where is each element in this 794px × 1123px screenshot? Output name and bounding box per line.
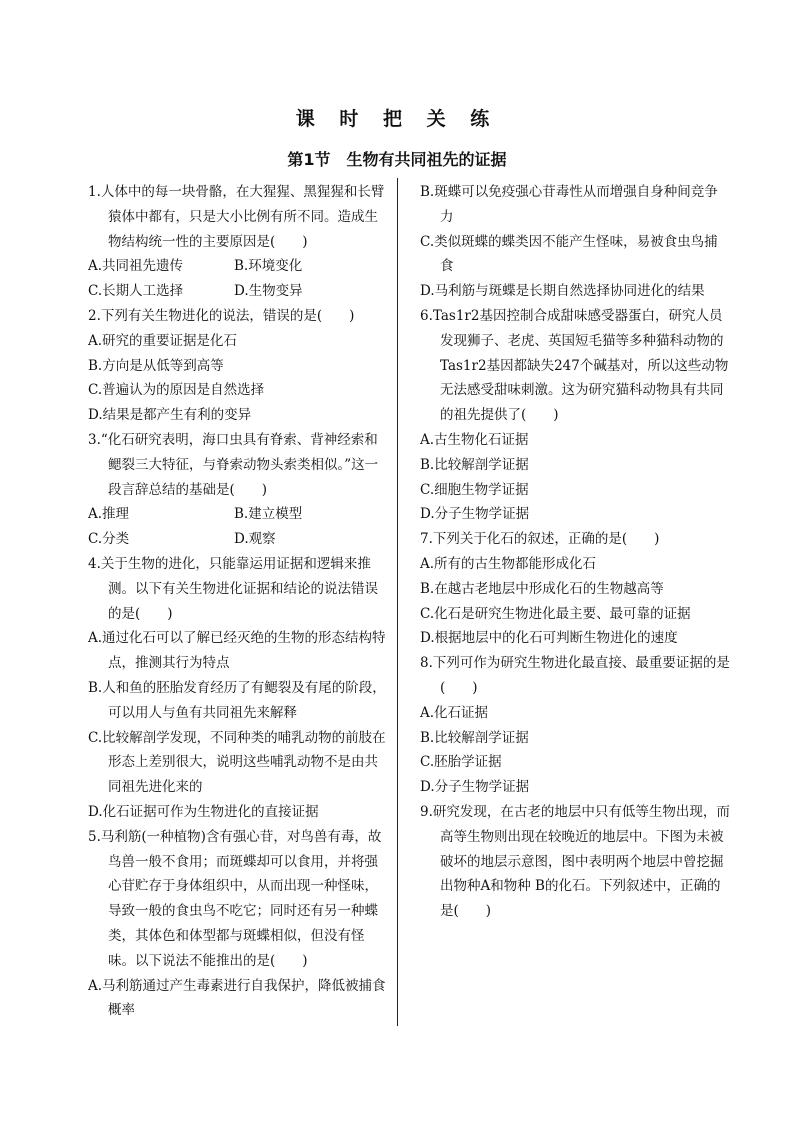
question-5-continued (420, 180, 730, 304)
question-stem: 1.人体中的每一块骨骼，在大猩猩、黑猩猩和长臂猿体中都有，只是大小比例有所不同。造成生物结构统一性的主要原因是( ) (88, 184, 385, 250)
question-6 (420, 304, 730, 527)
question-stem: 9.研究发现，在古老的地层中只有低等生物出现，而高等生物则出现在较晚近的地层中。下图为未被破坏的地层示意图，图中表明两个地层中曾挖掘出物种A和物种 B的化石。下列叙述中，正确的是( ) (420, 803, 730, 920)
option-a[interactable]: A.所有的古生物都能形成化石 (420, 555, 597, 572)
option-c[interactable]: C.比较解剖学发现，不同种类的哺乳动物的前肢在形态上差别很大，说明这些哺乳动物不是由共同祖先进化来的 (88, 729, 386, 796)
question-8 (420, 651, 730, 800)
option-b[interactable]: B.斑蝶可以免疫强心苷毒性从而增强自身种间竞争力 (420, 184, 718, 225)
question-stem: 6.Tas1r2基因控制合成甜味感受器蛋白，研究人员发现狮子、老虎、英国短毛猫等多种猫科动物的Tas1r2基因都缺失247个碱基对，所以这些动物无法感受甜味刺激。这为研究猫科动物具有共同的祖先提供了( ) (420, 307, 729, 424)
option-a[interactable]: A.马利筋通过产生毒素进行自我保护，降低被捕食概率 (88, 977, 386, 1019)
option-c[interactable]: C.长期人工选择 (88, 283, 184, 300)
question-7 (420, 527, 730, 651)
page-title: 课 时 把 关 练 (295, 108, 499, 130)
option-c[interactable]: C.胚胎学证据 (420, 754, 502, 771)
question-stem: 7.下列关于化石的叙述，正确的是( ) (420, 531, 660, 548)
option-a[interactable]: A.推理 (88, 506, 130, 523)
question-stem: 5.马利筋(一种植物)含有强心苷，对鸟兽有毒，故鸟兽一般不食用；而斑蝶却可以食用，并将强心苷贮存于身体组织中，从而出现一种怪味，导致一般的食虫鸟不吃它；同时还有另一种蝶类，其体色和体型都与斑蝶相似，但没有怪味。以下说法不能推出的是( ) (88, 828, 382, 969)
column-divider (397, 178, 398, 1026)
option-b[interactable]: B.在越古老地层中形成化石的生物越高等 (420, 580, 664, 597)
option-c[interactable]: C.化石是研究生物进化最主要、最可靠的证据 (420, 605, 691, 622)
option-b[interactable]: B.比较解剖学证据 (420, 456, 529, 473)
question-stem: 2.下列有关生物进化的说法，错误的是( ) (88, 307, 355, 324)
question-stem: 8.下列可作为研究生物进化最直接、最重要证据的是( ) (420, 655, 730, 696)
left-column (88, 180, 390, 1023)
option-d[interactable]: D.观察 (234, 531, 276, 548)
question-9 (420, 800, 730, 924)
option-c[interactable]: C.类似斑蝶的蝶类因不能产生怪味，易被食虫鸟捕食 (420, 233, 718, 275)
option-a[interactable]: A.通过化石可以了解已经灭绝的生物的形态结构特点，推测其行为特点 (88, 630, 386, 672)
option-d[interactable]: D.马利筋与斑蝶是长期自然选择协同进化的结果 (420, 283, 705, 300)
option-b[interactable]: B.环境变化 (234, 258, 303, 275)
option-b[interactable]: B.建立模型 (234, 506, 303, 523)
question-stem: 3.“化石研究表明，海口虫具有脊索、背神经索和鳃裂三大特征，与脊索动物头索类相似。”这一段言辞总结的基础是( ) (88, 431, 379, 498)
section-title: 第1节 生物有共同祖先的证据 (287, 150, 507, 169)
option-b[interactable]: B.人和鱼的胚胎发育经历了有鳃裂及有尾的阶段，可以用人与鱼有共同祖先来解释 (88, 679, 386, 721)
question-3 (88, 428, 390, 552)
question-2 (88, 304, 390, 428)
right-column (420, 180, 730, 924)
option-d[interactable]: D.根据地层中的化石可判断生物进化的速度 (420, 630, 678, 647)
option-d[interactable]: D.分子生物学证据 (420, 506, 530, 523)
option-a[interactable]: A.共同祖先遗传 (88, 258, 184, 275)
question-5 (88, 825, 390, 1023)
option-c[interactable]: C.分类 (88, 531, 130, 548)
question-4 (88, 552, 390, 825)
option-b[interactable]: B.比较解剖学证据 (420, 729, 529, 746)
option-a[interactable]: A.化石证据 (420, 704, 489, 721)
option-d[interactable]: D.生物变异 (234, 283, 303, 300)
option-a[interactable]: A.古生物化石证据 (420, 431, 529, 448)
question-1 (88, 180, 390, 304)
option-a[interactable]: A.研究的重要证据是化石 (88, 332, 238, 349)
option-c[interactable]: C.细胞生物学证据 (420, 481, 529, 498)
question-stem: 4.关于生物的进化，只能靠运用证据和逻辑来推测。以下有关生物进化证据和结论的说法错误的是( ) (88, 555, 378, 622)
option-d[interactable]: D.化石证据可作为生物进化的直接证据 (88, 803, 319, 820)
option-c[interactable]: C.普遍认为的原因是自然选择 (88, 382, 265, 399)
option-d[interactable]: D.分子生物学证据 (420, 779, 530, 796)
option-d[interactable]: D.结果是都产生有利的变异 (88, 407, 252, 424)
option-b[interactable]: B.方向是从低等到高等 (88, 357, 224, 374)
